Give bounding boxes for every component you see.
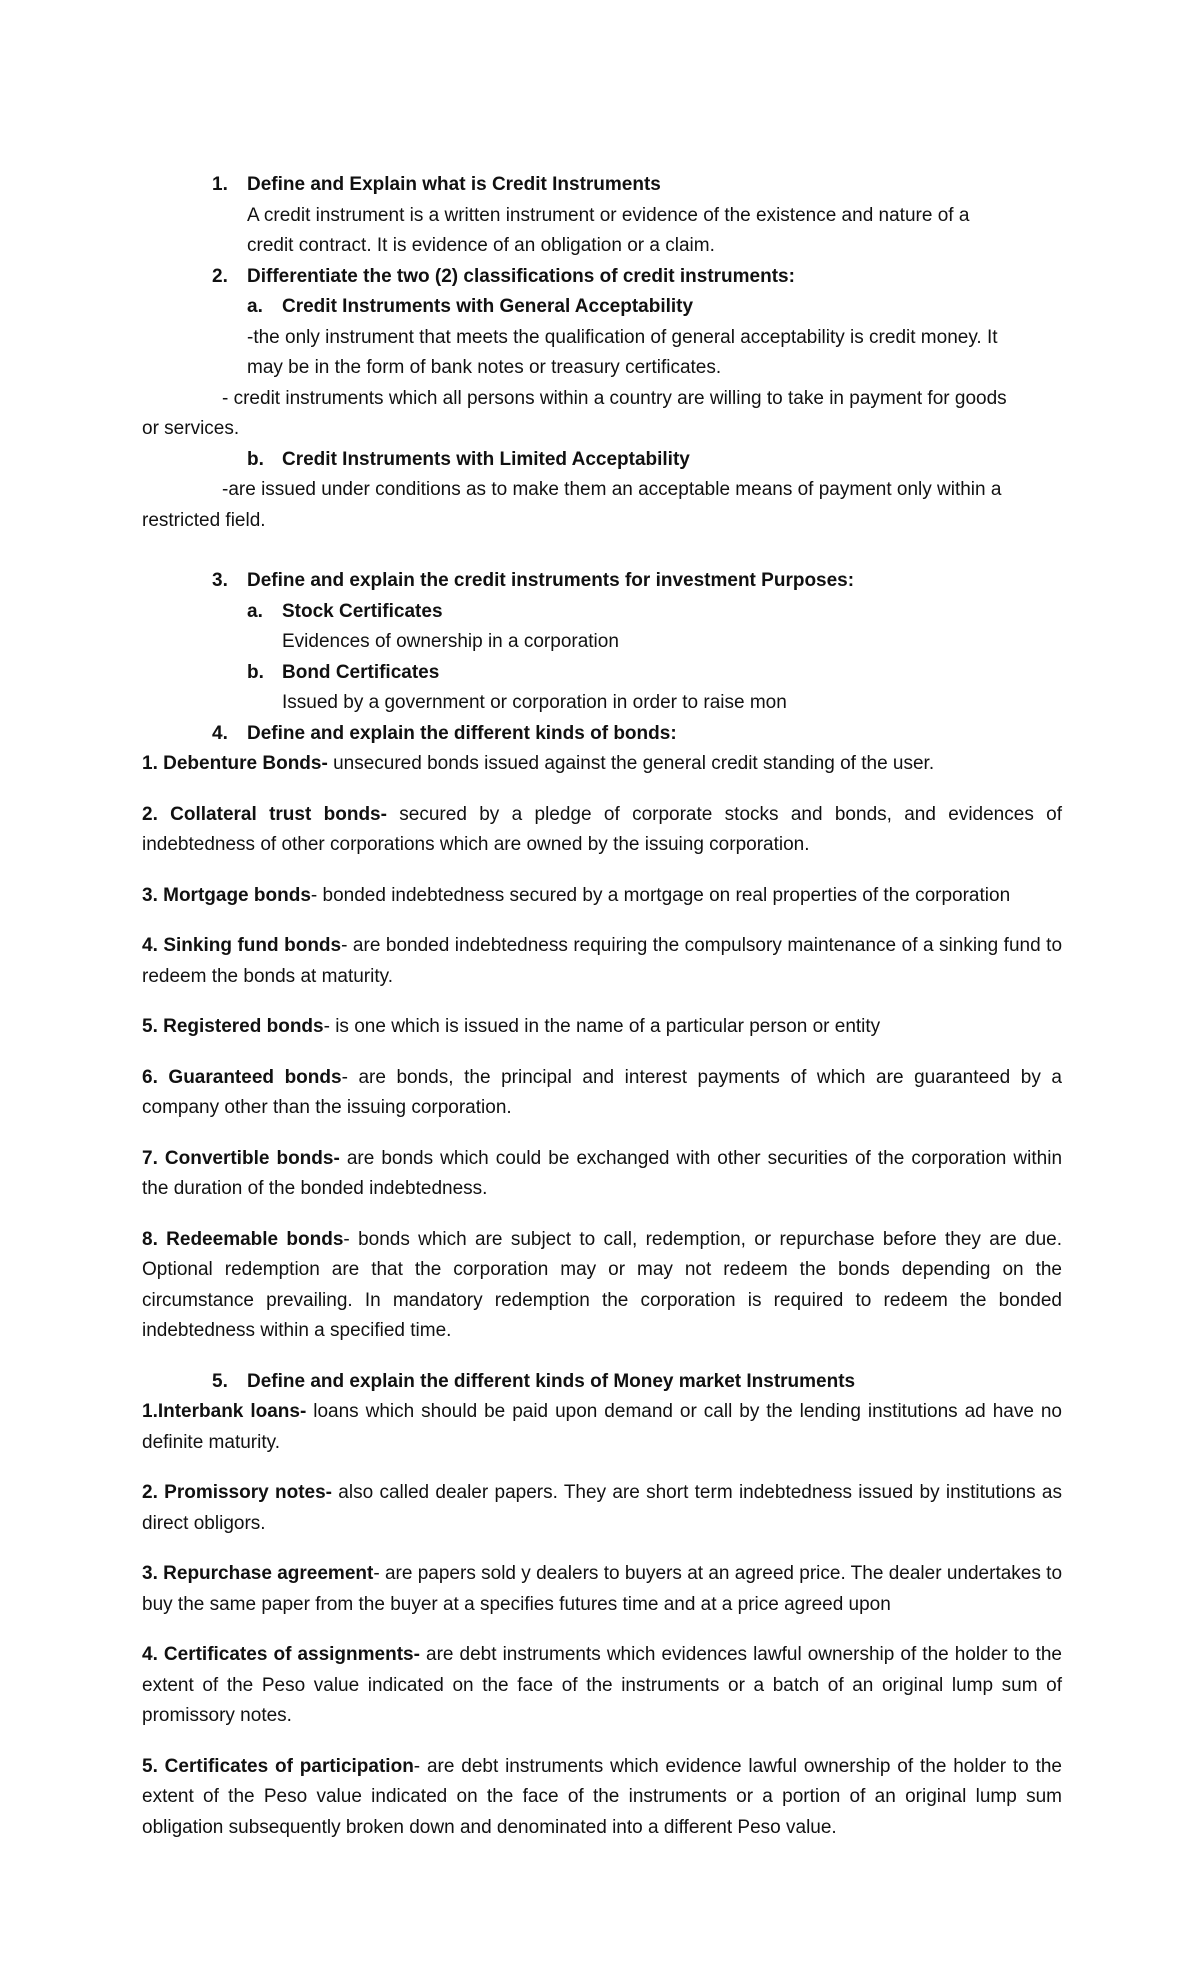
q1-heading xyxy=(212,170,1062,201)
q2-number: 2. xyxy=(212,265,228,287)
money-market-item xyxy=(142,1397,1062,1458)
q3-number: 3. xyxy=(212,570,228,591)
money-market-term: 4. Certificates of assignments- xyxy=(142,1644,420,1665)
q1-text-line: credit contract. It is evidence of an obligation or a claim. xyxy=(247,235,715,256)
money-market-item xyxy=(142,1478,1062,1539)
q2-a-text-line: may be in the form of bank notes or treasury certificates. xyxy=(247,357,722,378)
bond-desc: are bonds which could be exchanged with other securities of the corporation within the duration of the bonded indebtedness. xyxy=(142,1147,1063,1199)
money-market-desc: also called dealer papers. They are short term indebtedness issued by institutions as direct obligors. xyxy=(142,1482,1062,1534)
q2-heading xyxy=(212,262,1062,293)
bond-desc: unsecured bonds issued against the general credit standing of the user. xyxy=(327,753,935,774)
bond-term: 1. Debenture Bonds- xyxy=(142,753,328,774)
q3-a-title: Stock Certificates xyxy=(282,600,443,622)
bond-term: 4. Sinking fund bonds xyxy=(142,935,342,956)
q2-b-label: b. xyxy=(247,448,264,470)
bond-item xyxy=(142,881,1062,912)
money-market-item xyxy=(142,1640,1062,1732)
q2-b-title: Credit Instruments with Limited Acceptability xyxy=(282,448,690,470)
bond-desc: - are bonds, the principal and interest payments of which are guaranteed by a company other than the issuing corporation. xyxy=(142,1066,1062,1118)
q3-b-text: Issued by a government or corporation in order to raise mon xyxy=(282,692,787,713)
bond-term: 2. Collateral trust bonds- xyxy=(142,803,387,825)
money-market-term: 2. Promissory notes- xyxy=(142,1482,332,1503)
q2-b-text-line: -are issued under conditions as to make them an acceptable means of payment only within a xyxy=(222,479,1002,500)
bond-term: 8. Redeemable bonds xyxy=(142,1228,344,1250)
money-market-item xyxy=(142,1752,1062,1844)
q5-title: Define and explain the different kinds of Money market Instruments xyxy=(247,1370,856,1392)
q3-heading xyxy=(212,566,1062,597)
money-market-term: 3. Repurchase agreement xyxy=(142,1563,374,1584)
money-market-desc: - are papers sold y dealers to buyers at an agreed price. The dealer undertakes to buy the same paper from the buyer at a specifies futures time and at a price agreed upon xyxy=(142,1563,1063,1615)
bond-item xyxy=(142,1012,1062,1043)
bond-term: 6. Guaranteed bonds xyxy=(142,1066,342,1088)
q1-title: Define and Explain what is Credit Instruments xyxy=(247,174,661,195)
bond-item xyxy=(142,1063,1062,1124)
q2-a-text-line: -the only instrument that meets the qualification of general acceptability is credit money. It xyxy=(247,326,998,348)
bond-term: 5. Registered bonds xyxy=(142,1016,324,1037)
q4-heading xyxy=(212,719,1062,750)
q3-title: Define and explain the credit instruments for investment Purposes: xyxy=(247,570,855,591)
bond-term: 7. Convertible bonds- xyxy=(142,1147,340,1169)
q3-a-text: Evidences of ownership in a corporation xyxy=(282,631,619,652)
bond-item xyxy=(142,1144,1062,1205)
bond-desc: - bonds which are subject to call, redemption, or repurchase before they are due. Optional redemption are that the corporation may or may not redeem the bonds depending on the circumstance prevailing. In mandatory redemption the corporation is required to redeem the bonded indebtedness within a specified time. xyxy=(142,1228,1062,1341)
bond-desc: - is one which is issued in the name of a particular person or entity xyxy=(323,1016,881,1037)
bond-item xyxy=(142,800,1062,861)
money-market-item xyxy=(142,1559,1062,1620)
q3-b-title: Bond Certificates xyxy=(282,661,440,683)
q5-heading xyxy=(212,1367,1062,1398)
bond-term: 3. Mortgage bonds xyxy=(142,884,311,906)
q2-b-text-line: restricted field. xyxy=(142,509,266,531)
bond-item xyxy=(142,749,1062,780)
money-market-desc: - are debt instruments which evidence lawful ownership of the holder to the extent of the Peso value indicated on the face of the instruments or a portion of an original lump sum obligation subsequently broken down and denominated into a different Peso value. xyxy=(142,1755,1062,1838)
document-content xyxy=(142,170,1062,1843)
q2-b-heading xyxy=(247,445,1062,476)
q1-text-line: A credit instrument is a written instrument or evidence of the existence and nature of a xyxy=(247,204,970,226)
money-market-desc: are debt instruments which evidences lawful ownership of the holder to the extent of the Peso value indicated on the face of the instruments or a batch of an original lump sum of promissory notes. xyxy=(142,1644,1062,1726)
q3-a-heading xyxy=(247,597,1062,628)
q1-number: 1. xyxy=(212,174,228,195)
q3-a-label: a. xyxy=(247,600,263,622)
money-market-desc: loans which should be paid upon demand or call by the lending institutions ad have no definite maturity. xyxy=(142,1401,1062,1453)
money-market-term: 1.Interbank loans- xyxy=(142,1401,307,1422)
bond-desc: - bonded indebtedness secured by a mortgage on real properties of the corporation xyxy=(310,884,1011,906)
q5-number: 5. xyxy=(212,1370,228,1392)
q3-b-label: b. xyxy=(247,661,264,683)
q4-title: Define and explain the different kinds of bonds: xyxy=(247,722,677,744)
q2-a-label: a. xyxy=(247,296,263,317)
q4-number: 4. xyxy=(212,722,228,744)
q3-b-heading xyxy=(247,658,1062,689)
bond-item xyxy=(142,931,1062,992)
q2-a-text-line: - credit instruments which all persons within a country are willing to take in payment for goods xyxy=(222,387,1007,409)
bond-desc: secured by a pledge of corporate stocks and bonds, and evidences of indebtedness of other corporations which are owned by the issuing corporation. xyxy=(142,803,1062,855)
q2-a-text-line: or services. xyxy=(142,418,240,439)
money-market-term: 5. Certificates of participation xyxy=(142,1755,414,1777)
bond-desc: - are bonded indebtedness requiring the compulsory maintenance of a sinking fund to redeem the bonds at maturity. xyxy=(142,935,1063,987)
q2-title: Differentiate the two (2) classifications of credit instruments: xyxy=(247,265,795,287)
q2-a-heading xyxy=(247,292,1062,323)
q2-a-title: Credit Instruments with General Acceptability xyxy=(282,296,694,317)
bond-item xyxy=(142,1225,1062,1347)
